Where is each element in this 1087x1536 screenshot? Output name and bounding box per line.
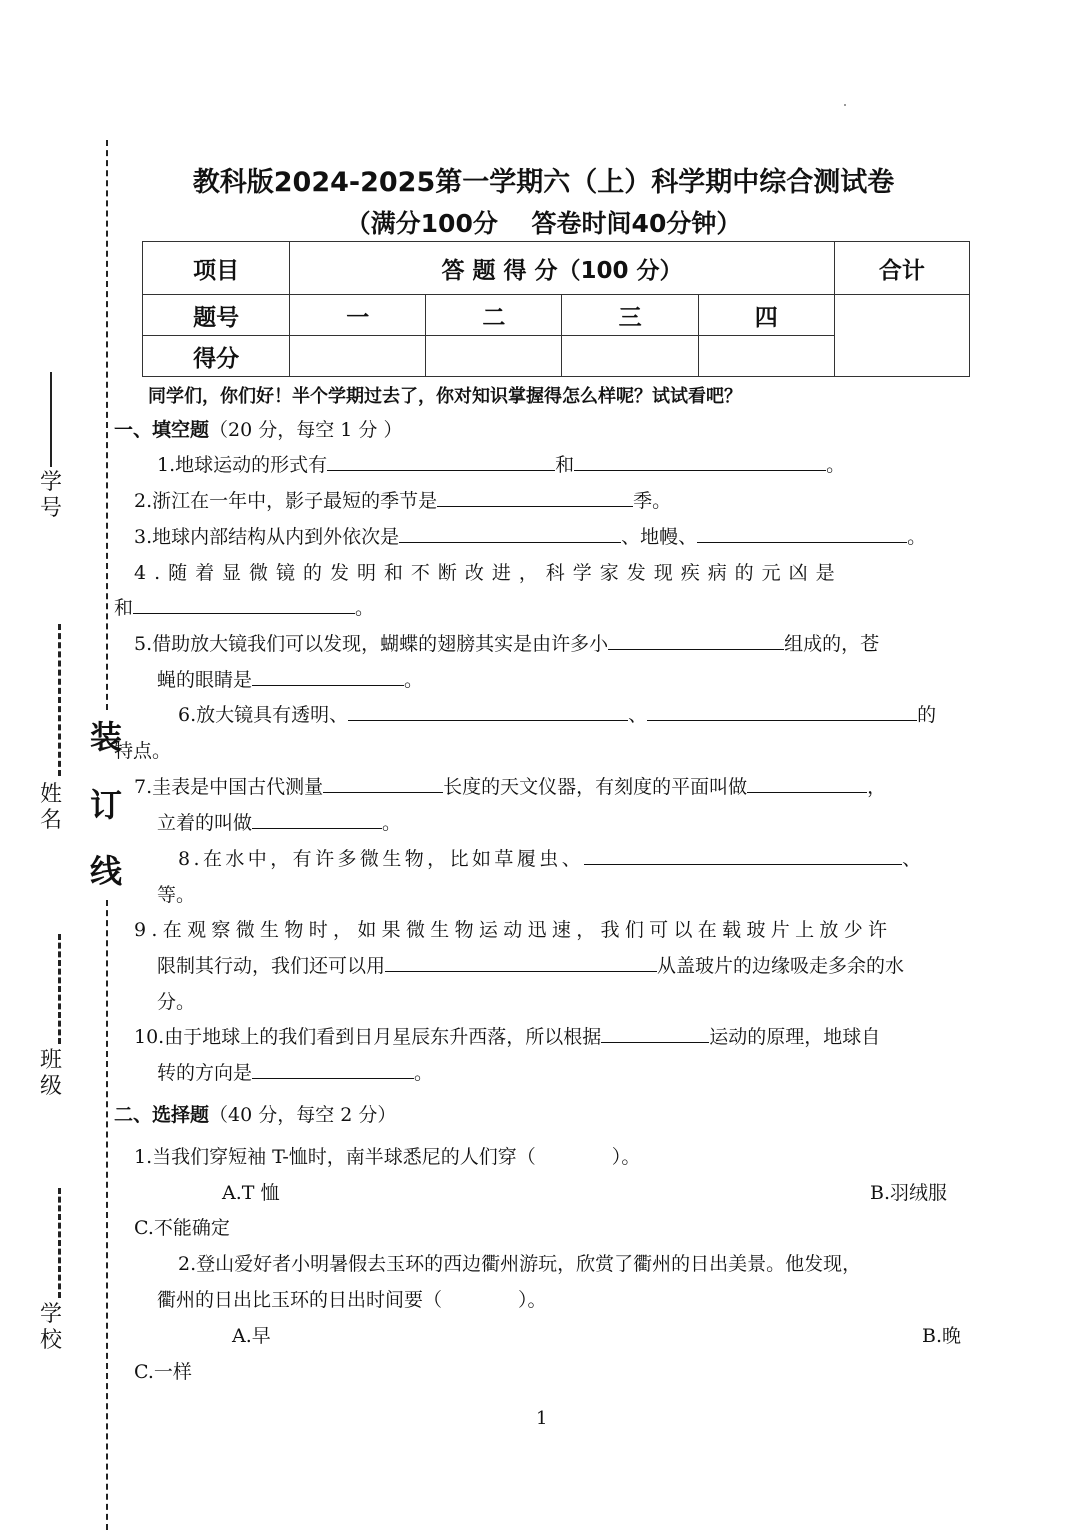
q5-line-1 <box>134 629 879 659</box>
q10-blank-1[interactable] <box>601 1022 709 1043</box>
page-title: 教科版2024-2025第一学期六（上）科学期中综合测试卷 <box>192 167 895 198</box>
binding-char-1: 装 <box>90 718 123 756</box>
q5-blank-2[interactable] <box>252 665 404 686</box>
mc2-option-b[interactable]: B.晚 <box>922 1325 962 1347</box>
mc1-option-c[interactable]: C.不能确定 <box>134 1217 230 1239</box>
q5-blank-1[interactable] <box>608 629 784 650</box>
mc1-option-a[interactable]: A.T 恤 <box>222 1182 280 1204</box>
q8-blank[interactable] <box>584 844 902 865</box>
q1-text: 1.地球运动的形式有 <box>157 454 328 476</box>
q1-and: 和 <box>555 454 575 476</box>
school-label: 学校 <box>39 1302 62 1353</box>
student-id-line <box>50 372 52 467</box>
q7-blank-1[interactable] <box>323 772 443 793</box>
class-label: 班级 <box>39 1048 62 1099</box>
q7-mid: 长度的天文仪器，有刻度的平面叫做 <box>443 776 748 798</box>
mc2-stem-2: 衢州的日出比玉环的日出时间要（ ）。 <box>157 1289 547 1311</box>
q3-mid: 、地幔、 <box>621 526 698 548</box>
q3-end: 。 <box>907 526 927 548</box>
q9-blank[interactable] <box>385 951 657 972</box>
q10-mid: 运动的原理，地球自 <box>709 1026 881 1048</box>
school-line <box>58 1188 61 1298</box>
mc2-option-a[interactable]: A.早 <box>232 1325 271 1347</box>
q3-blank-1[interactable] <box>399 522 621 543</box>
q1-line <box>157 450 845 480</box>
q10-line-1 <box>134 1022 880 1052</box>
q9-line-3: 分。 <box>157 991 196 1013</box>
header-scores: 答 题 得 分（100 分） <box>290 242 835 295</box>
section2-title: 二、选择题 <box>114 1104 210 1126</box>
number-4: 四 <box>698 295 834 336</box>
q7-line-1 <box>134 772 886 802</box>
section2-heading <box>114 1100 396 1127</box>
name-line <box>58 624 61 776</box>
q6-de: 的 <box>917 704 937 726</box>
binding-char-2: 订 <box>90 786 123 824</box>
q4-and: 和 <box>114 597 134 619</box>
score-cell-1[interactable] <box>290 336 426 377</box>
binding-dashed-line-bottom <box>106 900 108 1530</box>
q2-end: 季。 <box>633 490 672 512</box>
q1-blank-1[interactable] <box>327 450 555 471</box>
mc2-stem-1: 2.登山爱好者小明暑假去玉环的西边衢州游玩，欣赏了衢州的日出美景。他发现， <box>178 1253 862 1275</box>
q6-blank-2[interactable] <box>647 700 917 721</box>
q6-blank-1[interactable] <box>348 700 628 721</box>
section1-heading <box>114 415 402 442</box>
mc2-option-c[interactable]: C.一样 <box>134 1361 192 1383</box>
row-number-label: 题号 <box>143 295 290 336</box>
q5-text-2: 蝇的眼睛是 <box>157 669 253 691</box>
q9-text: 限制其行动，我们还可以用 <box>157 955 386 977</box>
total-cell[interactable] <box>834 295 969 377</box>
section2-note: （40 分，每空 2 分） <box>209 1104 397 1126</box>
q5-line-2 <box>157 665 423 695</box>
q7-comma: ， <box>867 776 887 798</box>
q1-end: 。 <box>826 454 846 476</box>
q7-text: 7.圭表是中国古代测量 <box>134 776 324 798</box>
page-subtitle: （满分100分 答卷时间40分钟） <box>345 209 742 238</box>
q7-blank-2[interactable] <box>747 772 867 793</box>
q8-line-2: 等。 <box>157 884 196 906</box>
q3-text: 3.地球内部结构从内到外依次是 <box>134 526 400 548</box>
greeting: 同学们，你们好！半个学期过去了，你对知识掌握得怎么样呢？试试看吧？ <box>148 386 742 407</box>
q8-line-1 <box>178 844 925 874</box>
score-cell-3[interactable] <box>562 336 698 377</box>
q6-line-1 <box>178 700 936 730</box>
page-number: 1 <box>536 1408 548 1429</box>
q3-line <box>134 522 926 552</box>
q8-mid: 、 <box>902 848 925 870</box>
q8-text: 8.在水中，有许多微生物，比如草履虫、 <box>178 848 585 870</box>
q2-blank[interactable] <box>437 486 633 507</box>
q5-end: 。 <box>404 669 424 691</box>
q4-blank[interactable] <box>133 593 355 614</box>
q4-line-2 <box>114 593 374 623</box>
class-line <box>58 934 61 1044</box>
q4-end: 。 <box>355 597 375 619</box>
speck <box>844 104 846 106</box>
number-3: 三 <box>562 295 698 336</box>
name-label: 姓名 <box>39 782 62 833</box>
q7-blank-3[interactable] <box>252 808 382 829</box>
q6-text: 6.放大镜具有透明、 <box>178 704 349 726</box>
q3-blank-2[interactable] <box>697 522 907 543</box>
section1-note: （20 分，每空 1 分 ） <box>209 419 403 441</box>
q9-line-2 <box>157 951 904 981</box>
q10-text: 10.由于地球上的我们看到日月星辰东升西落，所以根据 <box>134 1026 602 1048</box>
q10-blank-2[interactable] <box>252 1058 414 1079</box>
q4-line-1: 4.随着显微镜的发明和不断改进，科学家发现疾病的元凶是 <box>134 562 843 584</box>
row-score-label: 得分 <box>143 336 290 377</box>
section1-title: 一、填空题 <box>114 419 210 441</box>
student-id-label: 学号 <box>39 470 62 521</box>
q7-end: 。 <box>382 812 402 834</box>
q2-line <box>134 486 671 516</box>
header-total: 合计 <box>834 242 969 295</box>
q6-line-2: 特点。 <box>114 740 172 762</box>
q10-text-2: 转的方向是 <box>157 1062 253 1084</box>
binding-char-3: 线 <box>90 852 123 890</box>
q9-mid: 从盖玻片的边缘吸走多余的水 <box>657 955 905 977</box>
mc1-stem: 1.当我们穿短袖 T-恤时，南半球悉尼的人们穿（ ）。 <box>134 1146 641 1168</box>
number-1: 一 <box>290 295 426 336</box>
mc1-option-b[interactable]: B.羽绒服 <box>870 1182 948 1204</box>
q10-end: 。 <box>414 1062 434 1084</box>
q7-text-2: 立着的叫做 <box>157 812 253 834</box>
q5-mid: 组成的，苍 <box>784 633 880 655</box>
q1-blank-2[interactable] <box>574 450 826 471</box>
q6-mid: 、 <box>628 704 648 726</box>
score-cell-4[interactable] <box>698 336 834 377</box>
number-2: 二 <box>426 295 562 336</box>
q10-line-2 <box>157 1058 433 1088</box>
q5-text: 5.借助放大镜我们可以发现，蝴蝶的翅膀其实是由许多小 <box>134 633 609 655</box>
q7-line-2 <box>157 808 401 838</box>
q9-line-1: 9.在观察微生物时，如果微生物运动迅速，我们可以在载玻片上放少许 <box>134 919 893 941</box>
score-cell-2[interactable] <box>426 336 562 377</box>
score-table <box>142 241 970 377</box>
q2-text: 2.浙江在一年中，影子最短的季节是 <box>134 490 438 512</box>
header-item: 项目 <box>143 242 290 295</box>
